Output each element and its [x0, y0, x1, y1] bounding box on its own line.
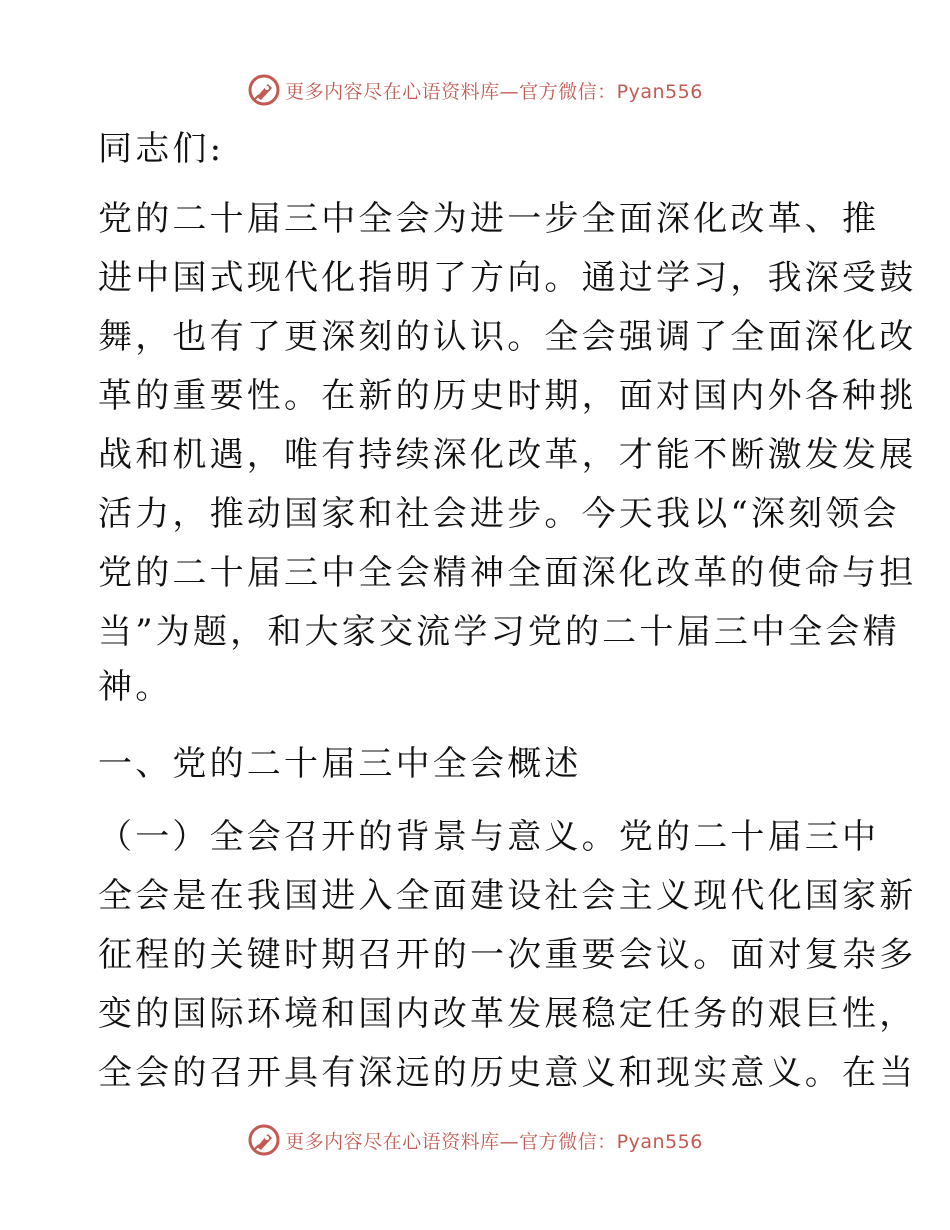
- pen-nib-logo-icon: [247, 1123, 281, 1157]
- text-line: 变的国际环境和国内改革发展稳定任务的艰巨性，: [98, 994, 917, 1034]
- text-line: 征程的关键时期召开的一次重要会议。面对复杂多: [98, 935, 917, 975]
- text-line: 全会的召开具有深远的历史意义和现实意义。在当: [98, 1053, 917, 1093]
- watermark-banner-top: [0, 70, 950, 110]
- text-line: 党的二十届三中全会为进一步全面深化改革、推: [98, 199, 880, 239]
- text-line: 当”为题，和大家交流学习党的二十届三中全会精: [98, 612, 900, 652]
- text-line: 党的二十届三中全会精神全面深化改革的使命与担: [98, 553, 917, 593]
- section-heading: 一、党的二十届三中全会概述: [98, 744, 582, 784]
- text-line: （一）全会召开的背景与意义。党的二十届三中: [98, 817, 880, 857]
- text-line: 神。: [98, 667, 173, 707]
- text-line: 进中国式现代化指明了方向。通过学习，我深受鼓: [98, 258, 917, 298]
- text-line: 舞，也有了更深刻的认识。全会强调了全面深化改: [98, 317, 917, 357]
- watermark-banner-bottom: [0, 1120, 950, 1160]
- watermark-text: 更多内容尽在心语资料库—官方微信：Pyan556: [285, 1130, 703, 1153]
- text-line: 战和机遇，唯有持续深化改革，才能不断激发发展: [98, 435, 917, 475]
- watermark-text: 更多内容尽在心语资料库—官方微信：Pyan556: [285, 80, 703, 103]
- pen-nib-logo-icon: [247, 73, 281, 107]
- text-line: 活力，推动国家和社会进步。今天我以“深刻领会: [98, 494, 900, 534]
- text-line: 革的重要性。在新的历史时期，面对国内外各种挑: [98, 376, 917, 416]
- text-line: 全会是在我国进入全面建设社会主义现代化国家新: [98, 876, 917, 916]
- text-line: 同志们:: [98, 129, 225, 169]
